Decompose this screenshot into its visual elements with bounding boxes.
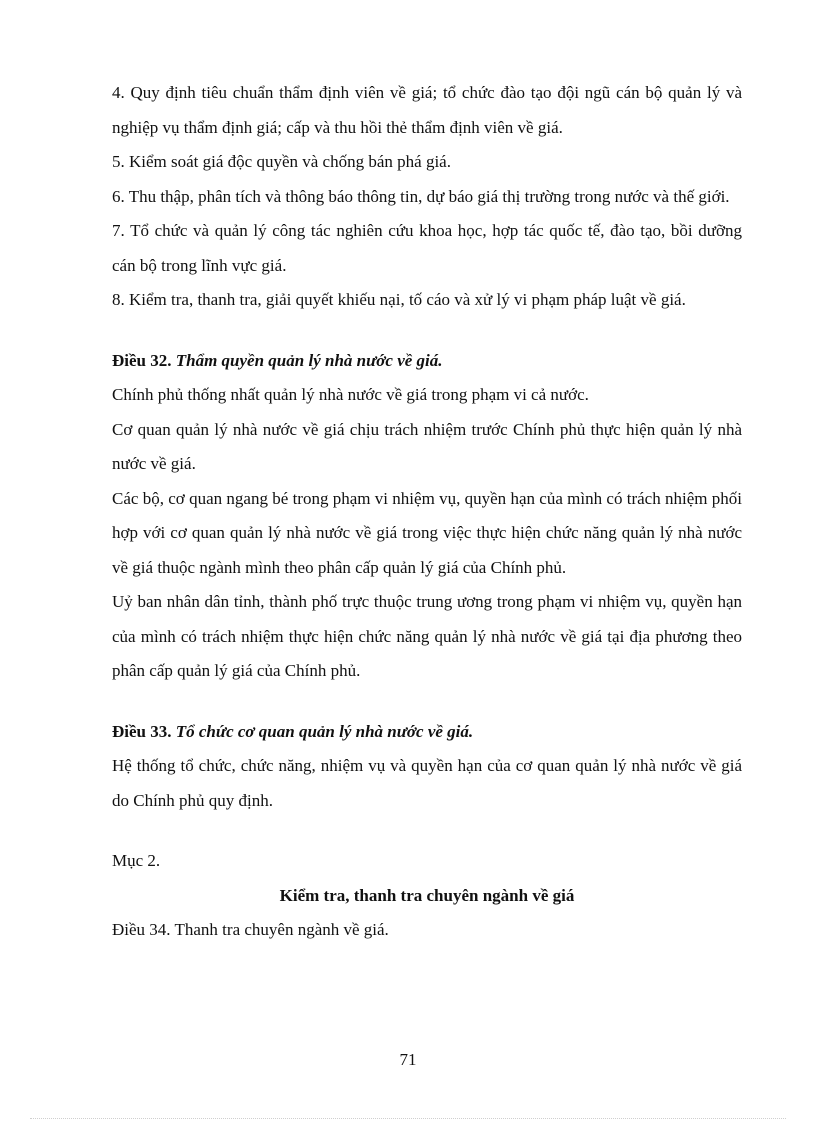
article-33-heading — [112, 715, 742, 750]
list-item: 7. Tổ chức và quản lý công tác nghiên cứu khoa học, hợp tác quốc tế, đào tạo, bồi dưỡng cán bộ trong lĩnh vực giá. — [112, 221, 742, 275]
section-title: Kiểm tra, thanh tra chuyên ngành về giá — [279, 885, 575, 905]
article-label: Điều 33. — [112, 721, 172, 741]
paragraph: Hệ thống tổ chức, chức năng, nhiệm vụ và quyền hạn của cơ quan quản lý nhà nước về giá do Chính phủ quy định. — [112, 756, 742, 810]
page-number: 71 — [399, 1050, 417, 1069]
section-label: Mục 2. — [112, 851, 161, 870]
article-title: Tổ chức cơ quan quản lý nhà nước về giá. — [175, 721, 474, 741]
article-32-heading — [112, 344, 742, 379]
list-item: 8. Kiểm tra, thanh tra, giải quyết khiếu nại, tố cáo và xử lý vi phạm pháp luật về giá. — [112, 290, 686, 309]
article-title: Thẩm quyền quản lý nhà nước về giá. — [175, 350, 443, 370]
page-content — [112, 76, 742, 948]
page-bottom-divider — [30, 1118, 786, 1119]
article-label: Điều 34. — [112, 920, 171, 939]
list-item: 4. Quy định tiêu chuẩn thẩm định viên về giá; tổ chức đào tạo đội ngũ cán bộ quản lý và nghiệp vụ thẩm định giá; cấp và thu hồi thẻ thẩm định viên về giá. — [112, 83, 742, 137]
paragraph: Các bộ, cơ quan ngang bé trong phạm vi nhiệm vụ, quyền hạn của mình có trách nhiệm phối hợp với cơ quan quản lý nhà nước về giá trong việc thực hiện chức năng quản lý nhà nước về giá thuộc ngành mình theo phân cấp quản lý giá của Chính phủ. — [112, 488, 742, 577]
paragraph: Uỷ ban nhân dân tỉnh, thành phố trực thuộc trung ương trong phạm vi nhiệm vụ, quyền hạn của mình có trách nhiệm thực hiện chức năng quản lý nhà nước về giá tại địa phương theo phân cấp quản lý giá của Chính phủ. — [112, 592, 742, 680]
article-title: Thanh tra chuyên ngành về giá. — [174, 920, 389, 939]
paragraph: Cơ quan quản lý nhà nước về giá chịu trách nhiệm trước Chính phủ thực hiện quản lý nhà nước về giá. — [112, 419, 742, 473]
article-label: Điều 32. — [112, 350, 172, 370]
article-34-heading — [112, 913, 742, 948]
list-item: 5. Kiểm soát giá độc quyền và chống bán phá giá. — [112, 152, 451, 171]
list-item: 6. Thu thập, phân tích và thông báo thông tin, dự báo giá thị trường trong nước và thế giới. — [112, 186, 730, 206]
paragraph: Chính phủ thống nhất quản lý nhà nước về giá trong phạm vi cả nước. — [112, 385, 589, 404]
